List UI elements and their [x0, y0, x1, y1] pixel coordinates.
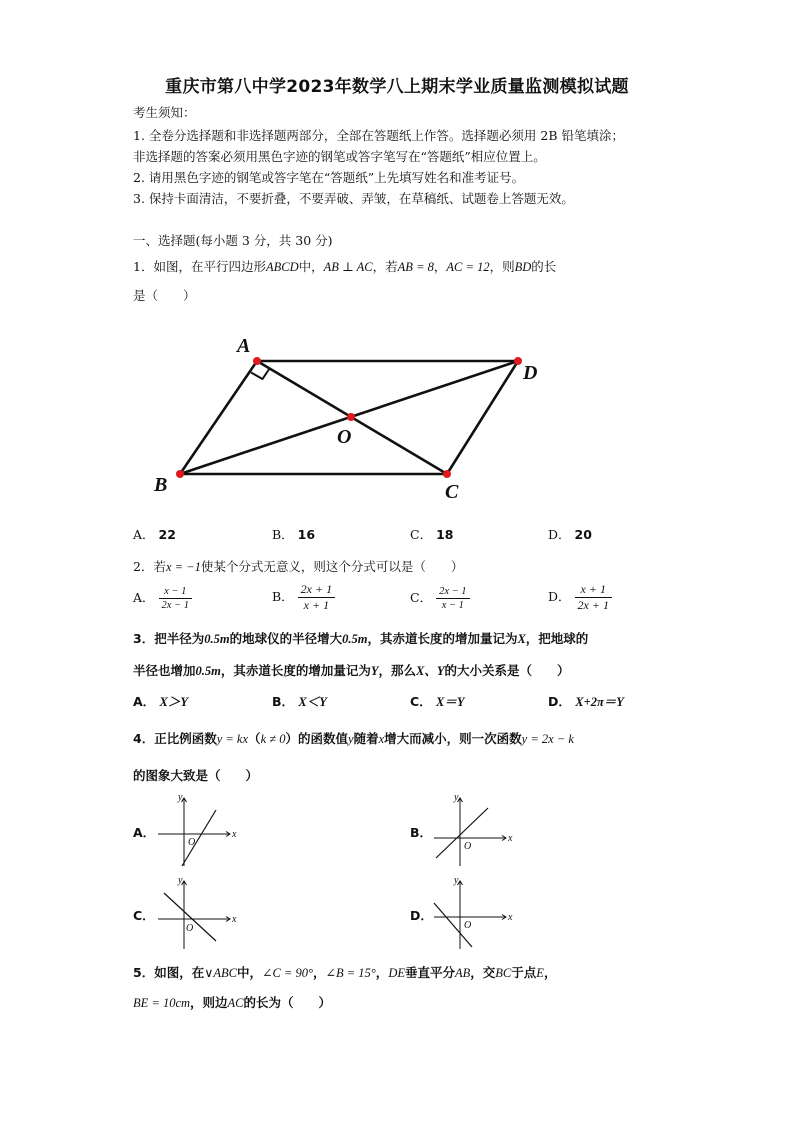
label-d: D — [523, 362, 538, 384]
origin-label: O — [464, 841, 472, 852]
point-b — [176, 470, 184, 478]
label-b: B — [154, 474, 168, 496]
q1-option-d[interactable]: D． 20 — [548, 527, 592, 542]
axis-label-y: y — [454, 875, 459, 886]
q4-option-b-label[interactable]: B． — [410, 825, 433, 840]
q3-option-b[interactable]: B． X＜Y — [272, 694, 327, 709]
right-angle-mark — [251, 369, 270, 380]
point-d — [514, 357, 522, 365]
notice-item-2: 2. 请用黑色字迹的钢笔或答字笔在“答题纸”上先填写姓名和准考证号。 — [133, 170, 525, 185]
origin-label: O — [464, 920, 472, 931]
fraction: $\frac{2x + 1}{x + 1}$ — [298, 582, 335, 613]
origin-label: O — [186, 923, 194, 934]
point-a — [253, 357, 261, 365]
q1-line1: 1．如图，在平行四边形ABCD中，AB ⊥ AC，若AB = 8，AC = 12，则BD的长 — [133, 259, 557, 274]
graph-c[interactable] — [152, 873, 242, 953]
fraction: $\frac{2x - 1}{x - 1}$ — [436, 585, 470, 612]
q4-option-c-label[interactable]: C． — [133, 908, 155, 923]
parallelogram-figure — [140, 325, 560, 510]
q1-option-c[interactable]: C． 18 — [410, 527, 454, 542]
q3-option-c[interactable]: C． X＝Y — [410, 694, 465, 709]
q3-option-a[interactable]: A． X＞Y — [133, 694, 189, 709]
fraction: $\frac{x + 1}{2x + 1}$ — [575, 582, 612, 613]
label-o: O — [337, 426, 352, 448]
notice-item-3: 3. 保持卡面清洁，不要折叠，不要弄破、弄皱，在草稿纸、试题卷上答题无效。 — [133, 191, 574, 206]
axis-label-y: y — [178, 792, 183, 803]
q1-option-b[interactable]: B． 16 — [272, 527, 316, 542]
point-o — [347, 413, 355, 421]
graph-a[interactable] — [152, 790, 242, 870]
graph-d[interactable] — [428, 873, 518, 953]
q2-stem: 2．若x = −1使某个分式无意义，则这个分式可以是（ ） — [133, 559, 464, 574]
axis-label-y: y — [178, 875, 183, 886]
section-heading: 一、选择题(每小题 3 分，共 30 分) — [133, 233, 333, 248]
notice-heading: 考生须知： — [133, 105, 196, 120]
axis-label-y: y — [454, 792, 459, 803]
q2-option-c[interactable]: C． $\frac{2x - 1}{x - 1}$ — [410, 585, 470, 612]
axis-label-x: x — [508, 833, 513, 844]
axis-label-x: x — [508, 912, 513, 923]
q2-option-b[interactable]: B． $\frac{2x + 1}{x + 1}$ — [272, 582, 335, 613]
q4-option-d-label[interactable]: D． — [410, 908, 433, 923]
origin-label: O — [188, 837, 196, 848]
point-c — [443, 470, 451, 478]
q1-option-a[interactable]: A． 22 — [133, 527, 176, 542]
notice-item-1: 1. 全卷分选择题和非选择题两部分，全部在答题纸上作答。选择题必须用 2B 铅笔填涂； — [133, 128, 624, 143]
q3-line1: 3．把半径为0.5m的地球仪的半径增大0.5m，其赤道长度的增加量记为X，把地球的 — [133, 631, 589, 646]
q4-line2: 的图象大致是（ ） — [133, 768, 259, 783]
label-a: A — [237, 335, 251, 357]
q2-option-d[interactable]: D． $\frac{x + 1}{2x + 1}$ — [548, 582, 612, 613]
q5-line1: 5．如图，在∨ABC中，∠C = 90°，∠B = 15°，DE垂直平分AB，交BC于点E， — [133, 965, 557, 980]
q5-line2: BE = 10cm，则边AC的长为（ ） — [133, 995, 332, 1010]
q4-option-a-label[interactable]: A． — [133, 825, 156, 840]
q1-line2: 是（ ） — [133, 288, 196, 303]
q4-line1: 4．正比例函数y = kx（k ≠ 0）的函数值y随着x增大而减小，则一次函数y = 2x − k — [133, 731, 574, 746]
label-c: C — [445, 481, 459, 503]
axis-label-x: x — [232, 914, 237, 925]
fraction: $\frac{x - 1}{2x - 1}$ — [159, 585, 193, 612]
q3-option-d[interactable]: D． X+2π＝Y — [548, 694, 624, 709]
q3-line2: 半径也增加0.5m，其赤道长度的增加量记为Y，那么X、Y的大小关系是（ ） — [133, 663, 570, 678]
page-title: 重庆市第八中学2023年数学八上期末学业质量监测模拟试题 — [165, 77, 629, 97]
q2-option-a[interactable]: A． $\frac{x - 1}{2x - 1}$ — [133, 585, 192, 612]
axis-label-x: x — [232, 829, 237, 840]
function-line — [436, 808, 488, 858]
graph-b[interactable] — [428, 790, 518, 870]
notice-item-1-cont: 非选择题的答案必须用黑色字迹的钢笔或答字笔写在“答题纸”相应位置上。 — [133, 149, 546, 164]
